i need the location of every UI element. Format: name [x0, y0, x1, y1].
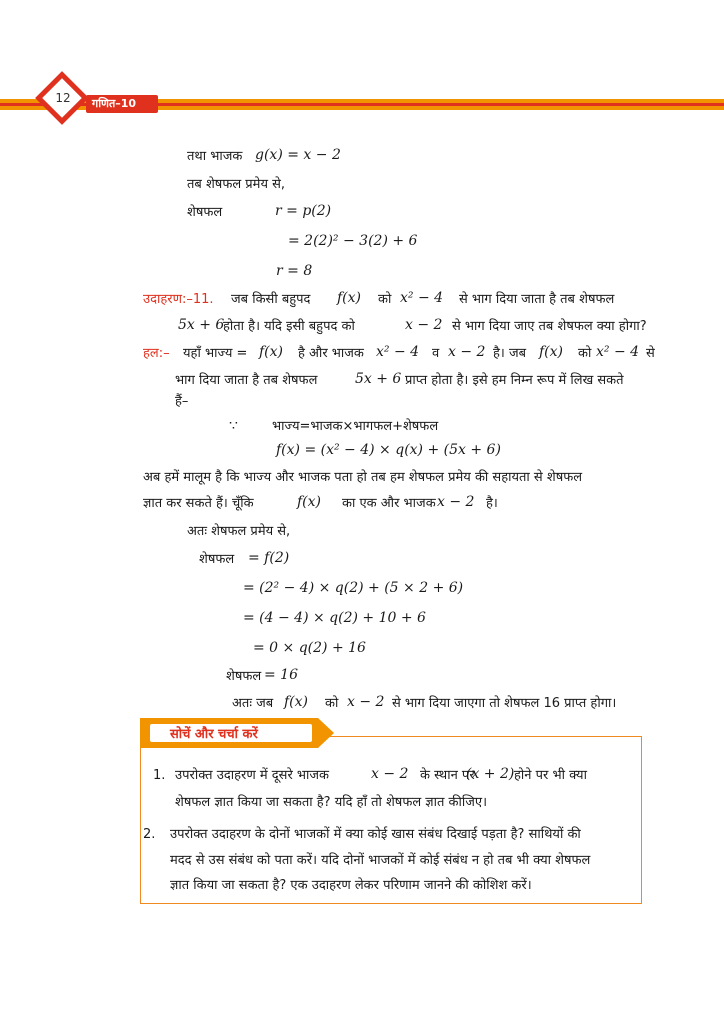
chapter-title: गणित–10	[92, 97, 137, 110]
example-text-c: से भाग दिया जाता है तब शेषफल	[459, 292, 615, 307]
solution-math-3: x − 2	[448, 344, 486, 360]
example-math-2: x² − 4	[400, 290, 444, 306]
solution-text-c: व	[432, 346, 440, 361]
solution-text-g: भाग दिया जाता है तब शेषफल	[175, 373, 318, 388]
solution-text-a: यहाँ भाज्य =	[183, 346, 248, 361]
theorem-line: तब शेषफल प्रमेय से,	[187, 177, 286, 192]
solution-math-2: x² − 4	[376, 344, 420, 360]
question-1-line-2: शेषफल ज्ञात किया जा सकता है? यदि हाँ तो शेषफल ज्ञात कीजिए।	[175, 795, 488, 810]
think-discuss-title: सोचें और चर्चा करें	[170, 727, 258, 742]
solution-text-e: को	[578, 346, 592, 361]
divisor-math: g(x) = x − 2	[255, 147, 341, 163]
step-math-1: = (2² − 4) × q(2) + (5 × 2 + 6)	[243, 580, 464, 596]
step-label: शेषफल	[199, 552, 235, 567]
divisor-label: तथा भाजक	[187, 149, 243, 164]
remainder-label: शेषफल	[187, 205, 223, 220]
result-label: शेषफल	[226, 669, 262, 684]
remainder-eq-2: = 2(2)² − 3(2) + 6	[288, 233, 418, 249]
remainder-eq-3: r = 8	[276, 263, 313, 279]
step-math-2: = (4 − 4) × q(2) + 10 + 6	[243, 610, 426, 626]
question-1-math-1: x − 2	[371, 766, 409, 782]
conclusion-text-c: से भाग दिया जाएगा तो शेषफल 16 प्राप्त होगा।	[392, 696, 617, 711]
example-math-1: f(x)	[337, 290, 362, 306]
step-math-3: = 0 × q(2) + 16	[253, 640, 366, 656]
conclusion-math-2: x − 2	[347, 694, 385, 710]
result-math: = 16	[264, 667, 298, 683]
page-number: 12	[55, 91, 71, 105]
relation-text: भाज्य=भाजक×भागफल+शेषफल	[272, 419, 439, 434]
example-text-e: से भाग दिया जाए तब शेषफल क्या होगा?	[452, 319, 647, 334]
solution-math-1: f(x)	[259, 344, 284, 360]
example-text-d: होता है। यदि इसी बहुपद को	[223, 319, 355, 334]
question-1-math-2: (x + 2)	[466, 766, 515, 782]
example-label: उदाहरण:–11.	[143, 292, 214, 307]
hence-line: अतः शेषफल प्रमेय से,	[187, 524, 291, 539]
paragraph-math-1: f(x)	[297, 494, 322, 510]
question-1-text-a: उपरोक्त उदाहरण में दूसरे भाजक	[175, 768, 330, 783]
question-2-line-3: ज्ञात किया जा सकता है? एक उदाहरण लेकर परिणाम जानने की कोशिश करें।	[170, 878, 532, 893]
example-text-b: को	[378, 292, 392, 307]
question-2-line-1: उपरोक्त उदाहरण के दोनों भाजकों में क्या कोई खास संबंध दिखाई पड़ता है? साथियों की	[170, 827, 581, 842]
paragraph-text-a: ज्ञात कर सकते हैं। चूँकि	[143, 496, 254, 511]
solution-text-h: प्राप्त होता है। इसे हम निम्न रूप में लिख सकते	[405, 373, 624, 388]
solution-text-i: हैं–	[175, 394, 189, 409]
paragraph-text-b: का एक और भाजक	[342, 496, 436, 511]
question-1-number: 1.	[153, 768, 166, 783]
solution-text-f: से	[646, 346, 655, 361]
conclusion-math-1: f(x)	[284, 694, 309, 710]
paragraph-line-1: अब हमें मालूम है कि भाज्य और भाजक पता हो तब हम शेषफल प्रमेय की सहायता से शेषफल	[143, 470, 583, 485]
remainder-eq-1: r = p(2)	[275, 203, 332, 219]
solution-label: हल:–	[143, 346, 170, 361]
example-math-3: 5x + 6	[178, 317, 225, 333]
question-1-text-b: के स्थान पर	[420, 768, 475, 783]
paragraph-text-c: है।	[486, 496, 498, 511]
solution-math-5: x² − 4	[596, 344, 640, 360]
question-2-line-2: मदद से उस संबंध को पता करें। यदि दोनों भाजकों में कोई संबंध न हो तब भी क्या शेषफल	[170, 853, 591, 868]
solution-text-d: है। जब	[493, 346, 527, 361]
think-discuss-arrow	[318, 718, 334, 748]
relation-math: f(x) = (x² − 4) × q(x) + (5x + 6)	[276, 442, 501, 458]
solution-math-4: f(x)	[539, 344, 564, 360]
conclusion-text-a: अतः जब	[232, 696, 274, 711]
question-1-text-c: होने पर भी क्या	[514, 768, 587, 783]
step-math-0: = f(2)	[248, 550, 290, 566]
conclusion-text-b: को	[325, 696, 339, 711]
solution-text-b: है और भाजक	[298, 346, 364, 361]
paragraph-math-2: x − 2	[437, 494, 475, 510]
solution-math-6: 5x + 6	[355, 371, 402, 387]
example-text-a: जब किसी बहुपद	[231, 292, 311, 307]
example-math-4: x − 2	[405, 317, 443, 333]
question-2-number: 2.	[143, 827, 156, 842]
because-symbol: ∵	[229, 418, 238, 434]
